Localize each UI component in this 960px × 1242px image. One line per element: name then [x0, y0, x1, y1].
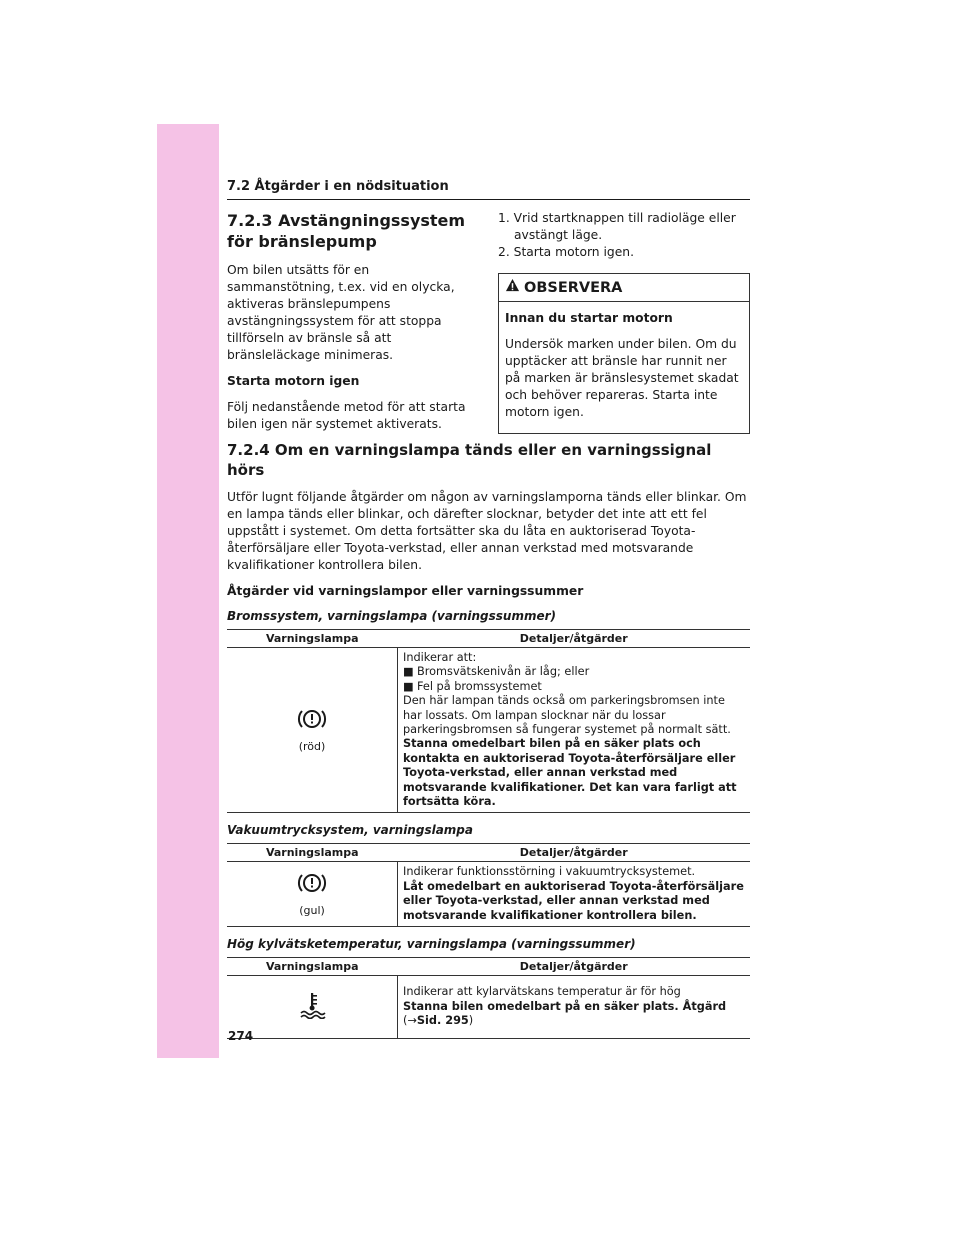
- lamp-cell: [227, 862, 398, 927]
- ref-page: Sid. 295: [416, 1014, 469, 1028]
- warning-icon: [505, 278, 520, 297]
- section-723-right: [498, 210, 750, 434]
- arrow-icon: →: [407, 1014, 417, 1028]
- warning-table-coolant: [227, 957, 750, 1039]
- details-action: Låt omedelbart en auktoriserad Toyota-återförsäljare eller Toyota-verkstad, eller annan verkstad med motsvarande kvalifikationer kontrollera bilen.: [403, 879, 744, 922]
- column-header-details: Detaljer/åtgärder: [398, 630, 751, 648]
- section-724-subheading: Åtgärder vid varningslampor eller varningssummer: [227, 584, 584, 598]
- notice-heading: Innan du startar motorn: [505, 311, 673, 325]
- table-caption: Hög kylvätsketemperatur, varningslampa (varningssummer): [227, 937, 636, 952]
- bullet-item: ■ Fel på bromssystemet: [403, 679, 542, 693]
- column-header-lamp: Varningslampa: [227, 630, 398, 648]
- ref-close: ): [468, 1014, 474, 1028]
- details-cell: [398, 648, 751, 813]
- restart-heading: Starta motorn igen: [227, 374, 360, 388]
- coolant-temperature-icon: [297, 1009, 327, 1022]
- details-text: Den här lampan tänds också om parkeringsbromsen inte har lossats. Om lampan slocknar när du lossar parkeringsbromsen så fungerar systemet på normalt sätt.: [403, 694, 731, 737]
- lamp-color-label: (gul): [299, 904, 325, 918]
- step-item: 1. Vrid startknappen till radioläge eller avstängt läge.: [498, 211, 736, 242]
- table-caption: Bromssystem, varningslampa (varningssummer): [227, 609, 557, 623]
- side-tab: [157, 124, 219, 1058]
- section-header: 7.2 Åtgärder i en nödsituation: [227, 179, 750, 200]
- section-724-intro: Utför lugnt följande åtgärder om någon av varningslamporna tänds eller blinkar. Om en lampa tänds eller blinkar, och därefter slocknar, betyder det inte att ett fel uppstått i systemet. Om detta fortsätter ska du låta en auktoriserad Toyota-återförsäljare eller Toyota-verkstad, eller annan verkstad med motsvarande kvalifikationer kontrollera bilen.: [227, 490, 747, 572]
- notice-body: [499, 302, 749, 433]
- ref-open: (: [403, 1014, 408, 1028]
- brake-warning-icon: [297, 722, 327, 735]
- lamp-color-label: (röd): [298, 740, 326, 754]
- notice-label: OBSERVERA: [524, 279, 623, 296]
- table-row: [227, 648, 750, 813]
- table-row: [227, 976, 750, 1039]
- details-action: Stanna omedelbart bilen på en säker plats och kontakta en auktoriserad Toyota-återförsäljare eller Toyota-verkstad, eller annan verkstad med motsvarande kvalifikationer. Det kan vara farligt att fortsätta köra.: [403, 737, 737, 809]
- bullet-text: Fel på bromssystemet: [417, 679, 542, 693]
- details-cell: [398, 862, 751, 927]
- brake-warning-icon: [297, 886, 327, 899]
- page-reference[interactable]: [403, 1014, 745, 1028]
- lamp-cell: [227, 648, 398, 813]
- column-header-details: Detaljer/åtgärder: [398, 844, 751, 862]
- details-action: Stanna bilen omedelbart på en säker plats. Åtgärd: [403, 999, 727, 1013]
- column-header-details: Detaljer/åtgärder: [398, 958, 751, 976]
- notice-box: [498, 273, 750, 434]
- details-cell: [398, 976, 751, 1039]
- details-text: Indikerar att kylarvätskans temperatur är för hög: [403, 985, 681, 999]
- page-number: 274: [228, 1029, 254, 1043]
- restart-steps: [498, 210, 750, 261]
- bullet-text: Bromsvätskenivån är låg; eller: [417, 665, 590, 679]
- section-723-intro: Om bilen utsätts för en sammanstötning, t.ex. vid en olycka, aktiveras bränslepumpens avstängningssystem för att stoppa tillförseln av bränsle så att bränsleläckage minimeras.: [227, 263, 455, 362]
- notice-header: [499, 274, 749, 302]
- bullet-item: ■ Bromsvätskenivån är låg; eller: [403, 665, 590, 679]
- column-header-lamp: Varningslampa: [227, 844, 398, 862]
- step-item: 2. Starta motorn igen.: [498, 245, 635, 259]
- warning-table-vacuum: [227, 843, 750, 927]
- column-header-lamp: Varningslampa: [227, 958, 398, 976]
- table-row: [227, 862, 750, 927]
- section-723-left: [227, 210, 475, 442]
- details-text: Indikerar funktionsstörning i vakuumtrycksystemet.: [403, 865, 696, 879]
- table-caption: Vakuumtrycksystem, varningslampa: [227, 823, 473, 838]
- section-724-title: 7.2.4 Om en varningslampa tänds eller en varningssignal hörs: [227, 441, 712, 479]
- section-724: [227, 440, 750, 1049]
- warning-table-brake: [227, 629, 750, 813]
- notice-text: Undersök marken under bilen. Om du upptäcker att bränsle har runnit ner på marken är bränslesystemet skadat och behöver repareras. Starta inte motorn igen.: [505, 337, 739, 419]
- restart-method: Följ nedanstående metod för att starta bilen igen när systemet aktiverats.: [227, 400, 466, 431]
- section-723-title: 7.2.3 Avstängningssystem för bränslepump: [227, 211, 466, 251]
- details-line: Indikerar att:: [403, 651, 477, 664]
